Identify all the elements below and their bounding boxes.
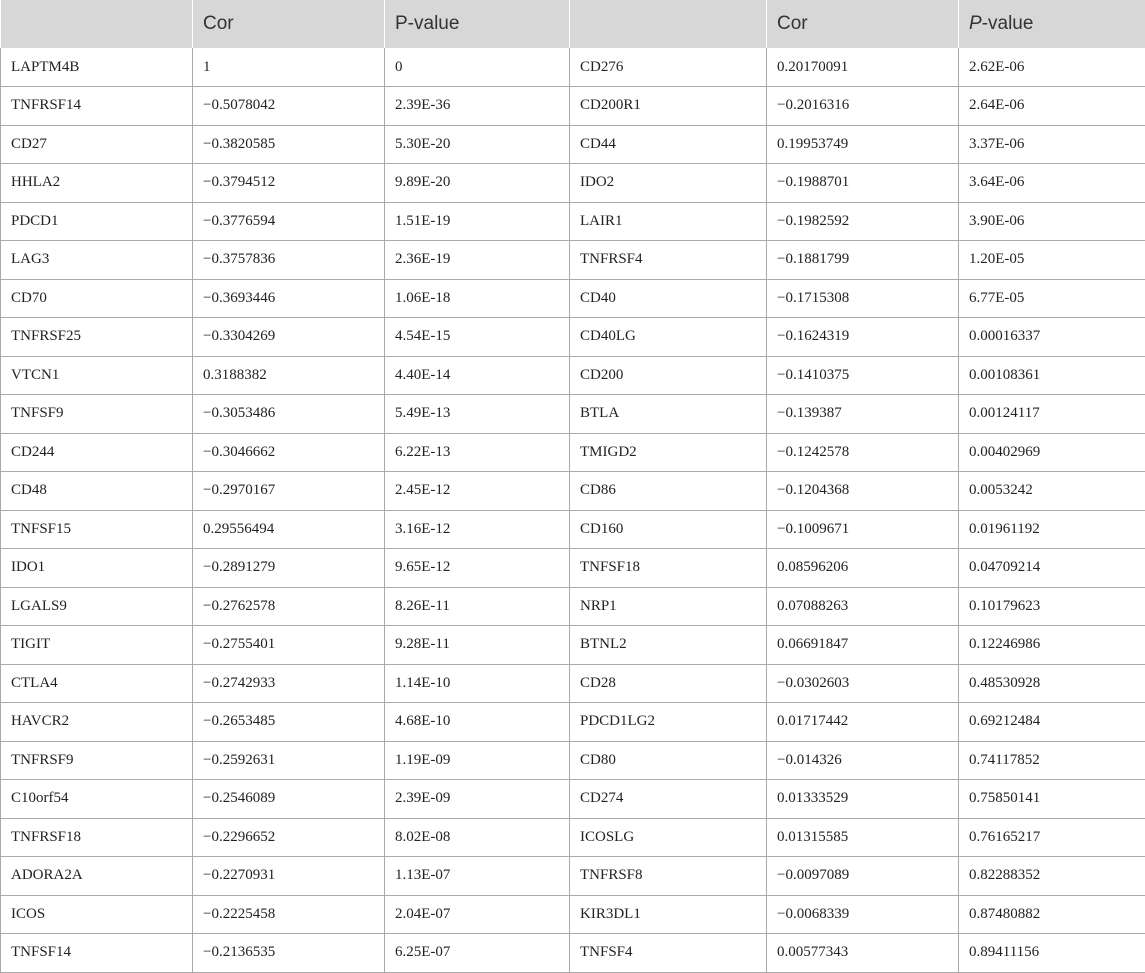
cell-pvalue-left: 4.54E-15 <box>385 318 570 357</box>
cell-gene-right: CD200R1 <box>570 87 767 126</box>
cell-cor-right: −0.014326 <box>767 741 959 780</box>
table-row <box>1 780 1145 819</box>
cell-pvalue-left: 9.65E-12 <box>385 549 570 588</box>
cell-gene-right: ICOSLG <box>570 818 767 857</box>
cell-cor-left: −0.3693446 <box>193 279 385 318</box>
cell-cor-left: 1 <box>193 48 385 87</box>
header-gene-left <box>1 0 193 48</box>
cell-pvalue-right: 0.82288352 <box>959 857 1145 896</box>
cell-gene-left: CD244 <box>1 433 193 472</box>
cell-gene-left: HAVCR2 <box>1 703 193 742</box>
table-body <box>1 48 1145 972</box>
cell-cor-right: −0.139387 <box>767 395 959 434</box>
cell-gene-right: TNFSF18 <box>570 549 767 588</box>
cell-pvalue-left: 8.02E-08 <box>385 818 570 857</box>
cell-gene-right: CD200 <box>570 356 767 395</box>
cell-gene-left: TNFRSF14 <box>1 87 193 126</box>
table-row <box>1 664 1145 703</box>
table-row <box>1 510 1145 549</box>
cell-cor-left: −0.2296652 <box>193 818 385 857</box>
cell-cor-left: −0.2762578 <box>193 587 385 626</box>
cell-cor-left: −0.2546089 <box>193 780 385 819</box>
cell-gene-left: TNFSF15 <box>1 510 193 549</box>
cell-pvalue-right: 0.00108361 <box>959 356 1145 395</box>
cell-pvalue-right: 2.62E-06 <box>959 48 1145 87</box>
cell-gene-left: LAG3 <box>1 241 193 280</box>
cell-pvalue-right: 2.64E-06 <box>959 87 1145 126</box>
cell-cor-left: 0.3188382 <box>193 356 385 395</box>
cell-gene-right: TNFSF4 <box>570 934 767 973</box>
cell-gene-left: CD27 <box>1 125 193 164</box>
cell-cor-right: −0.1881799 <box>767 241 959 280</box>
cell-pvalue-right: 0.01961192 <box>959 510 1145 549</box>
cell-pvalue-right: 0.48530928 <box>959 664 1145 703</box>
cell-pvalue-left: 1.06E-18 <box>385 279 570 318</box>
table-row <box>1 703 1145 742</box>
cell-pvalue-left: 1.13E-07 <box>385 857 570 896</box>
cell-pvalue-right: 6.77E-05 <box>959 279 1145 318</box>
cell-cor-right: 0.01315585 <box>767 818 959 857</box>
cell-gene-left: VTCN1 <box>1 356 193 395</box>
table-row <box>1 549 1145 588</box>
cell-gene-right: KIR3DL1 <box>570 895 767 934</box>
cell-gene-left: PDCD1 <box>1 202 193 241</box>
cell-gene-right: TNFRSF8 <box>570 857 767 896</box>
table-row <box>1 895 1145 934</box>
cell-pvalue-right: 3.37E-06 <box>959 125 1145 164</box>
cell-cor-left: −0.2742933 <box>193 664 385 703</box>
cell-cor-left: 0.29556494 <box>193 510 385 549</box>
cell-gene-left: ADORA2A <box>1 857 193 896</box>
cell-gene-left: C10orf54 <box>1 780 193 819</box>
cell-cor-right: 0.19953749 <box>767 125 959 164</box>
cell-pvalue-left: 2.04E-07 <box>385 895 570 934</box>
cell-cor-left: −0.2755401 <box>193 626 385 665</box>
cell-cor-right: −0.1009671 <box>767 510 959 549</box>
cell-pvalue-left: 0 <box>385 48 570 87</box>
cell-gene-right: LAIR1 <box>570 202 767 241</box>
cell-gene-left: TIGIT <box>1 626 193 665</box>
cell-pvalue-right: 0.12246986 <box>959 626 1145 665</box>
cell-cor-left: −0.3776594 <box>193 202 385 241</box>
cell-pvalue-right: 0.00124117 <box>959 395 1145 434</box>
cell-gene-right: NRP1 <box>570 587 767 626</box>
cell-pvalue-left: 8.26E-11 <box>385 587 570 626</box>
cell-cor-right: 0.08596206 <box>767 549 959 588</box>
cell-pvalue-right: 0.75850141 <box>959 780 1145 819</box>
cell-cor-right: −0.0302603 <box>767 664 959 703</box>
header-row <box>1 0 1145 48</box>
cell-gene-left: TNFRSF25 <box>1 318 193 357</box>
cell-cor-left: −0.3046662 <box>193 433 385 472</box>
cell-cor-left: −0.2653485 <box>193 703 385 742</box>
cell-gene-left: ICOS <box>1 895 193 934</box>
cell-pvalue-right: 0.76165217 <box>959 818 1145 857</box>
cell-cor-left: −0.3757836 <box>193 241 385 280</box>
cell-cor-right: −0.2016316 <box>767 87 959 126</box>
cell-cor-right: −0.1715308 <box>767 279 959 318</box>
cell-pvalue-left: 2.39E-36 <box>385 87 570 126</box>
table-row <box>1 741 1145 780</box>
cell-pvalue-left: 9.28E-11 <box>385 626 570 665</box>
table-row <box>1 241 1145 280</box>
cell-gene-right: CD274 <box>570 780 767 819</box>
cell-gene-right: CD40 <box>570 279 767 318</box>
cell-cor-right: −0.0097089 <box>767 857 959 896</box>
cell-pvalue-left: 6.22E-13 <box>385 433 570 472</box>
cell-cor-left: −0.2270931 <box>193 857 385 896</box>
cell-pvalue-right: 0.87480882 <box>959 895 1145 934</box>
header-cor-right: Cor <box>767 0 959 48</box>
header-cor-left: Cor <box>193 0 385 48</box>
cell-gene-right: PDCD1LG2 <box>570 703 767 742</box>
cell-gene-left: TNFSF14 <box>1 934 193 973</box>
cell-pvalue-left: 3.16E-12 <box>385 510 570 549</box>
cell-cor-left: −0.2592631 <box>193 741 385 780</box>
cell-cor-left: −0.3820585 <box>193 125 385 164</box>
cell-pvalue-left: 1.19E-09 <box>385 741 570 780</box>
table-row <box>1 934 1145 973</box>
cell-gene-right: CD276 <box>570 48 767 87</box>
cell-gene-right: CD44 <box>570 125 767 164</box>
cell-pvalue-left: 9.89E-20 <box>385 164 570 203</box>
cell-gene-left: TNFSF9 <box>1 395 193 434</box>
cell-cor-left: −0.2136535 <box>193 934 385 973</box>
cell-cor-right: −0.1624319 <box>767 318 959 357</box>
cell-cor-left: −0.3053486 <box>193 395 385 434</box>
cell-pvalue-left: 4.68E-10 <box>385 703 570 742</box>
cell-cor-left: −0.2970167 <box>193 472 385 511</box>
table-row <box>1 48 1145 87</box>
cell-gene-left: HHLA2 <box>1 164 193 203</box>
cell-pvalue-right: 0.89411156 <box>959 934 1145 973</box>
header-pvalue-suffix: -value <box>982 13 1034 34</box>
header-gene-right <box>570 0 767 48</box>
cell-pvalue-left: 2.45E-12 <box>385 472 570 511</box>
table-row <box>1 87 1145 126</box>
cell-cor-right: 0.00577343 <box>767 934 959 973</box>
table-row <box>1 818 1145 857</box>
cell-cor-right: −0.1982592 <box>767 202 959 241</box>
cell-pvalue-left: 1.51E-19 <box>385 202 570 241</box>
cell-pvalue-left: 5.30E-20 <box>385 125 570 164</box>
cell-pvalue-right: 0.74117852 <box>959 741 1145 780</box>
table-row <box>1 587 1145 626</box>
cell-pvalue-left: 4.40E-14 <box>385 356 570 395</box>
table-row <box>1 472 1145 511</box>
cell-pvalue-right: 0.00016337 <box>959 318 1145 357</box>
cell-pvalue-right: 0.69212484 <box>959 703 1145 742</box>
cell-cor-right: −0.1242578 <box>767 433 959 472</box>
cell-cor-left: −0.2225458 <box>193 895 385 934</box>
cell-gene-left: TNFRSF9 <box>1 741 193 780</box>
cell-cor-right: −0.0068339 <box>767 895 959 934</box>
cell-gene-left: LAPTM4B <box>1 48 193 87</box>
table-row <box>1 164 1145 203</box>
table-header <box>1 0 1145 48</box>
table-row <box>1 202 1145 241</box>
header-pvalue-right <box>959 0 1145 48</box>
cell-gene-right: TNFRSF4 <box>570 241 767 280</box>
cell-cor-left: −0.3304269 <box>193 318 385 357</box>
cell-gene-right: CD28 <box>570 664 767 703</box>
cell-gene-right: TMIGD2 <box>570 433 767 472</box>
cell-gene-right: CD86 <box>570 472 767 511</box>
header-pvalue-italic-p: P <box>969 13 982 34</box>
cell-gene-left: CD70 <box>1 279 193 318</box>
table-row <box>1 395 1145 434</box>
cell-pvalue-right: 0.04709214 <box>959 549 1145 588</box>
cell-gene-right: CD40LG <box>570 318 767 357</box>
cell-cor-right: −0.1204368 <box>767 472 959 511</box>
cell-gene-left: TNFRSF18 <box>1 818 193 857</box>
table-row <box>1 125 1145 164</box>
table-row <box>1 626 1145 665</box>
cell-pvalue-left: 1.14E-10 <box>385 664 570 703</box>
cell-gene-left: IDO1 <box>1 549 193 588</box>
cell-gene-left: LGALS9 <box>1 587 193 626</box>
cell-cor-right: 0.01717442 <box>767 703 959 742</box>
cell-cor-right: 0.07088263 <box>767 587 959 626</box>
cell-pvalue-left: 2.36E-19 <box>385 241 570 280</box>
cell-cor-right: 0.01333529 <box>767 780 959 819</box>
cell-cor-right: −0.1410375 <box>767 356 959 395</box>
cell-cor-right: 0.20170091 <box>767 48 959 87</box>
cell-gene-left: CD48 <box>1 472 193 511</box>
cell-gene-right: IDO2 <box>570 164 767 203</box>
cell-pvalue-left: 5.49E-13 <box>385 395 570 434</box>
cell-gene-right: CD160 <box>570 510 767 549</box>
table-row <box>1 279 1145 318</box>
cell-gene-left: CTLA4 <box>1 664 193 703</box>
cell-gene-right: CD80 <box>570 741 767 780</box>
cell-pvalue-left: 2.39E-09 <box>385 780 570 819</box>
table-row <box>1 356 1145 395</box>
header-pvalue-left: P-value <box>385 0 570 48</box>
table-row <box>1 433 1145 472</box>
cell-cor-right: −0.1988701 <box>767 164 959 203</box>
cell-gene-right: BTNL2 <box>570 626 767 665</box>
table-row <box>1 318 1145 357</box>
cell-pvalue-right: 3.64E-06 <box>959 164 1145 203</box>
cell-cor-left: −0.5078042 <box>193 87 385 126</box>
cell-pvalue-left: 6.25E-07 <box>385 934 570 973</box>
cell-pvalue-right: 0.00402969 <box>959 433 1145 472</box>
cell-cor-left: −0.3794512 <box>193 164 385 203</box>
cell-pvalue-right: 0.10179623 <box>959 587 1145 626</box>
cell-gene-right: BTLA <box>570 395 767 434</box>
cell-pvalue-right: 1.20E-05 <box>959 241 1145 280</box>
cell-cor-right: 0.06691847 <box>767 626 959 665</box>
cell-cor-left: −0.2891279 <box>193 549 385 588</box>
cell-pvalue-right: 0.0053242 <box>959 472 1145 511</box>
table-row <box>1 857 1145 896</box>
cell-pvalue-right: 3.90E-06 <box>959 202 1145 241</box>
